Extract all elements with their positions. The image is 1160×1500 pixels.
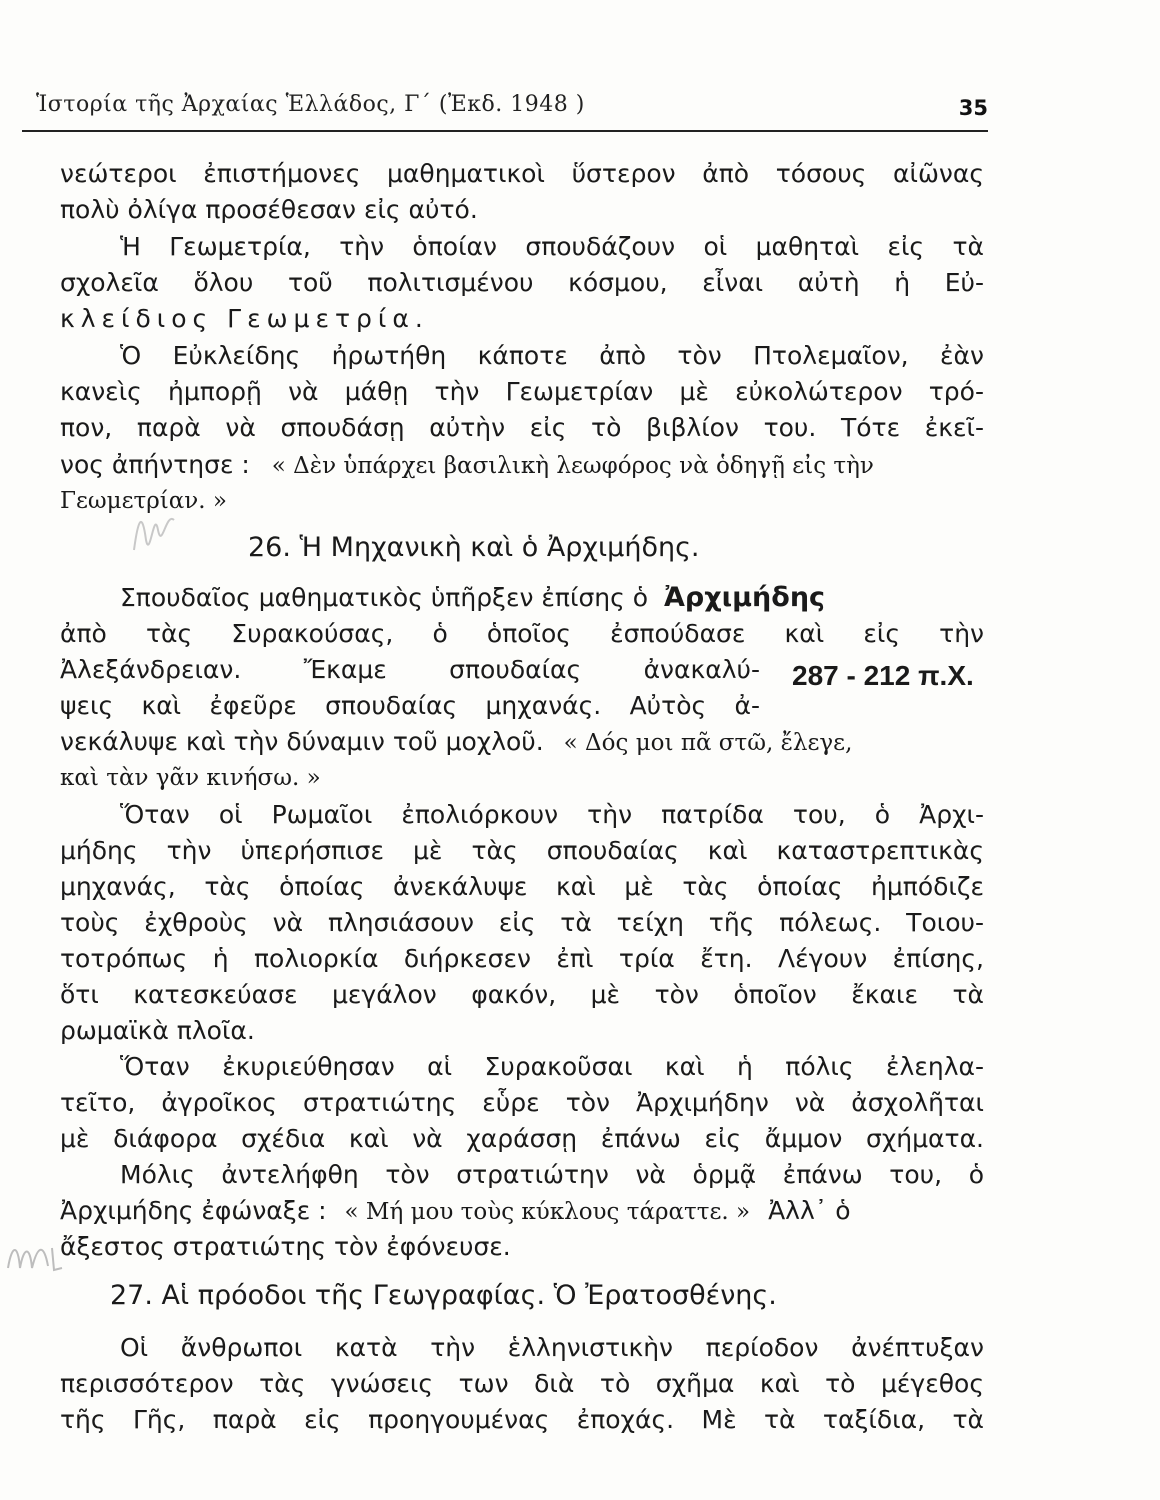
text-line: Μόλις ἀντελήφθη τὸν στρατιώτην νὰ ὁρμᾷ ἐπάνω του, ὁ bbox=[120, 1160, 984, 1189]
text-line: κανεὶς ἠμπορῇ νὰ μάθῃ τὴν Γεωμετρίαν μὲ εὐκολώτερον τρό- bbox=[60, 377, 984, 406]
quote-line: καὶ τὰν γᾶν κινήσω. » bbox=[60, 765, 321, 791]
text-fragment: νος ἀπήντησε : bbox=[60, 450, 250, 479]
text-line: τοὺς ἐχθροὺς νὰ πλησιάσουν εἰς τὰ τείχη τῆς πόλεως. Τοιου- bbox=[60, 908, 984, 937]
text-line: ρωμαϊκὰ πλοῖα. bbox=[60, 1016, 255, 1045]
margin-date: 287 - 212 π.Χ. bbox=[792, 660, 974, 691]
text-line: Ἀλεξάνδρειαν. Ἔκαμε σπουδαίας ἀνακαλύ- bbox=[60, 655, 760, 684]
text-line: σχολεῖα ὅλου τοῦ πολιτισμένου κόσμου, εἶναι αὐτὴ ἡ Εὐ- bbox=[60, 268, 984, 297]
text-line: ἀπὸ τὰς Συρακούσας, ὁ ὁποῖος ἐσπούδασε καὶ εἰς τὴν bbox=[60, 619, 984, 648]
running-header bbox=[22, 92, 988, 132]
text-line bbox=[60, 580, 984, 616]
text-line: τεῖτο, ἀγροῖκος στρατιώτης εὗρε τὸν Ἀρχιμήδην νὰ ἀσχολῆται bbox=[60, 1088, 984, 1117]
text-line bbox=[60, 1193, 851, 1229]
text-fragment: Ἀρχιμήδης ἐφώναξε : bbox=[60, 1196, 327, 1225]
bold-name: Ἀρχιμήδης bbox=[664, 582, 826, 613]
text-line: Ὅταν οἱ Ρωμαῖοι ἐπολιόρκουν τὴν πατρίδα του, ὁ Ἀρχι- bbox=[120, 800, 984, 829]
text-line: κλείδιος Γεωμετρία. bbox=[60, 304, 429, 333]
section-heading-27: 27. Αἱ πρόοδοι τῆς Γεωγραφίας. Ὁ Ἐρατοσθένης. bbox=[110, 1280, 777, 1311]
quote-fragment: « Δὲν ὑπάρχει βασιλικὴ λεωφόρος νὰ ὁδηγῇ εἰς τὴν bbox=[271, 453, 874, 479]
text-line: νεώτεροι ἐπιστήμονες μαθηματικοὶ ὕστερον ἀπὸ τόσους αἰῶνας bbox=[60, 159, 984, 188]
text-line: Οἱ ἄνθρωποι κατὰ τὴν ἑλληνιστικὴν περίοδον ἀνέπτυξαν bbox=[120, 1333, 984, 1362]
text-fragment: Σπουδαῖος μαθηματικὸς ὑπῆρξεν ἐπίσης ὁ bbox=[120, 583, 649, 612]
text-line: ἄξεστος στρατιώτης τὸν ἐφόνευσε. bbox=[60, 1232, 511, 1261]
quote-fragment: « Μή μου τοὺς κύκλους τάραττε. » bbox=[344, 1199, 751, 1225]
text-line: μηχανάς, τὰς ὁποίας ἀνεκάλυψε καὶ μὲ τὰς ὁποίας ἠμπόδιζε bbox=[60, 872, 984, 901]
text-line: Ὅταν ἐκυριεύθησαν αἱ Συρακοῦσαι καὶ ἡ πόλις ἐλεηλα- bbox=[120, 1052, 984, 1081]
pencil-mark-icon bbox=[4, 1238, 66, 1278]
text-line: πολὺ ὀλίγα προσέθεσαν εἰς αὐτό. bbox=[60, 195, 478, 224]
section-heading-26: 26. Ἡ Μηχανικὴ καὶ ὁ Ἀρχιμήδης. bbox=[248, 532, 700, 563]
text-line: ψεις καὶ ἐφεῦρε σπουδαίας μηχανάς. Αὐτὸς ἀ- bbox=[60, 691, 760, 720]
text-fragment: Ἀλλ᾽ ὁ bbox=[768, 1196, 851, 1225]
quote-line: Γεωμετρίαν. » bbox=[60, 488, 227, 514]
text-line: μὲ διάφορα σχέδια καὶ νὰ χαράσσῃ ἐπάνω εἰς ἄμμον σχήματα. bbox=[60, 1124, 984, 1153]
text-line bbox=[60, 447, 874, 483]
running-title: Ἱστορία τῆς Ἀρχαίας Ἑλλάδος, Γ΄ (Ἐκδ. 1948 ) bbox=[36, 92, 585, 117]
text-line: μήδης τὴν ὑπερήσπισε μὲ τὰς σπουδαίας καὶ καταστρεπτικὰς bbox=[60, 836, 984, 865]
quote-fragment: « Δός μοι πᾶ στῶ, ἔλεγε, bbox=[563, 730, 853, 756]
text-line bbox=[60, 724, 852, 760]
text-line: Ἡ Γεωμετρία, τὴν ὁποίαν σπουδάζουν οἱ μαθηταὶ εἰς τὰ bbox=[120, 232, 984, 261]
text-line: ὅτι κατεσκεύασε μεγάλον φακόν, μὲ τὸν ὁποῖον ἔκαιε τὰ bbox=[60, 980, 984, 1009]
page-number: 35 bbox=[958, 96, 988, 120]
text-line: Ὁ Εὐκλείδης ἠρωτήθη κάποτε ἀπὸ τὸν Πτολεμαῖον, ἐὰν bbox=[120, 341, 984, 370]
text-line: περισσότερον τὰς γνώσεις των διὰ τὸ σχῆμα καὶ τὸ μέγεθος bbox=[60, 1369, 984, 1398]
text-line: τῆς Γῆς, παρὰ εἰς προηγουμένας ἐποχάς. Μὲ τὰ ταξίδια, τὰ bbox=[60, 1405, 984, 1434]
text-line: πον, παρὰ νὰ σπουδάσῃ αὐτὴν εἰς τὸ βιβλίον του. Τότε ἐκεῖ- bbox=[60, 413, 984, 442]
text-fragment: νεκάλυψε καὶ τὴν δύναμιν τοῦ μοχλοῦ. bbox=[60, 727, 544, 756]
header-rule bbox=[22, 130, 988, 132]
text-line: τοτρόπως ἡ πολιορκία διήρκεσεν ἐπὶ τρία ἔτη. Λέγουν ἐπίσης, bbox=[60, 944, 984, 973]
